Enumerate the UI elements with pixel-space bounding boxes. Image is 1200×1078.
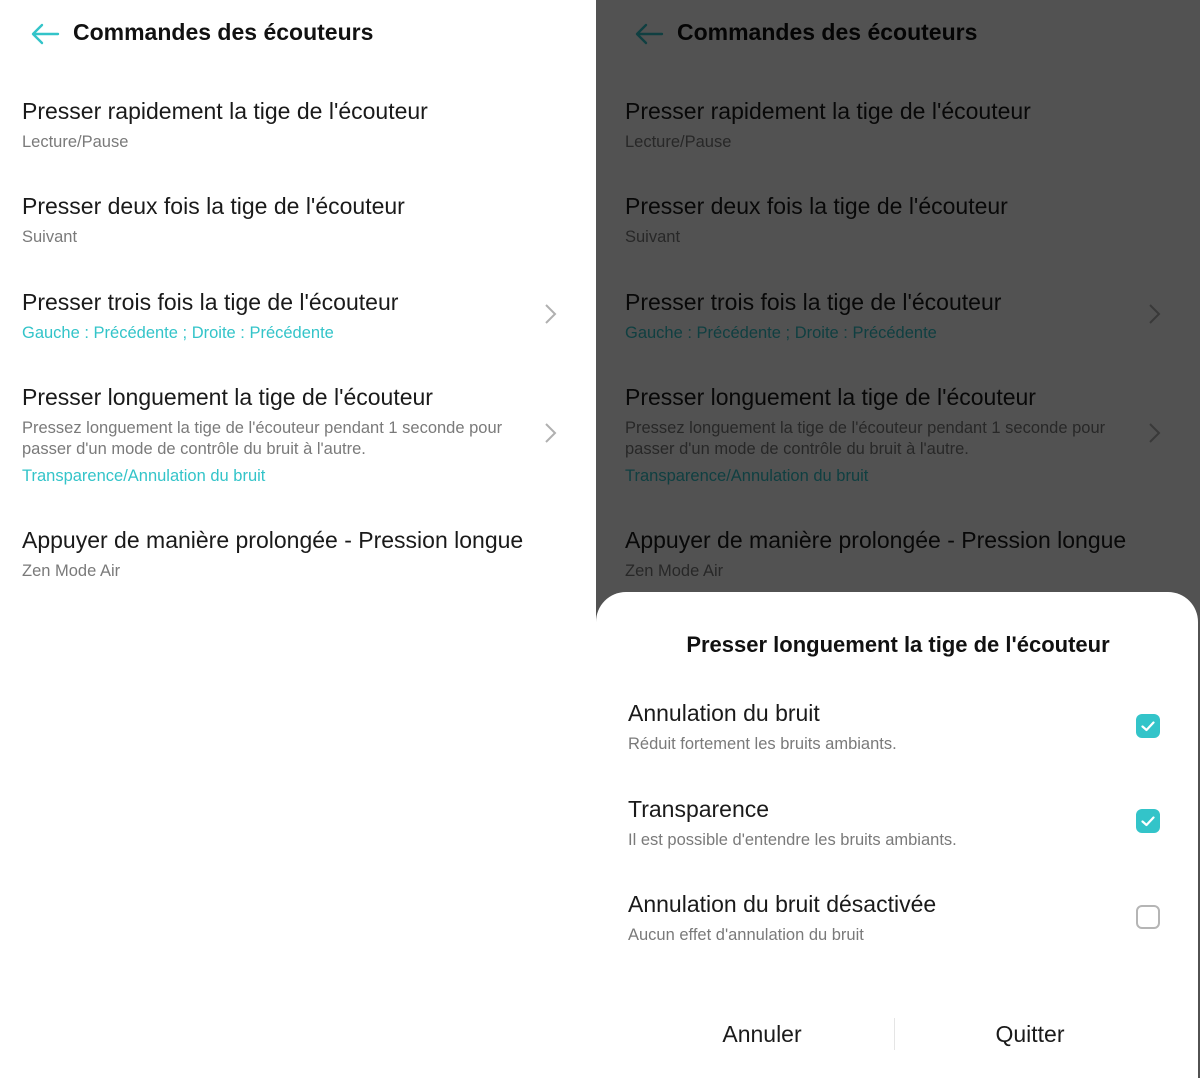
option-description: Il est possible d'entendre les bruits ambiants. xyxy=(628,831,957,849)
option-noise-cancelling-off[interactable] xyxy=(628,889,1160,946)
check-icon xyxy=(1136,714,1160,738)
option-noise-cancelling[interactable] xyxy=(628,698,1160,755)
checkbox-unchecked[interactable] xyxy=(1136,905,1160,929)
chevron-right-icon xyxy=(544,303,558,325)
quit-button[interactable]: Quitter xyxy=(995,1021,1065,1047)
chevron-right-icon xyxy=(544,422,558,444)
setting-title: Appuyer de manière prolongée - Pression longue xyxy=(22,527,524,553)
option-transparency[interactable] xyxy=(628,794,1160,851)
option-description: Réduit fortement les bruits ambiants. xyxy=(628,735,897,753)
cancel-button[interactable]: Annuler xyxy=(722,1021,802,1047)
setting-title: Presser deux fois la tige de l'écouteur xyxy=(22,193,405,219)
left-screen xyxy=(0,0,596,1078)
setting-value: Transparence/Annulation du bruit xyxy=(22,467,266,485)
setting-title: Presser longuement la tige de l'écouteur xyxy=(22,384,433,410)
dialog-title: Presser longuement la tige de l'écouteur xyxy=(686,632,1110,657)
setting-value: Zen Mode Air xyxy=(22,562,121,580)
page-title: Commandes des écouteurs xyxy=(73,19,374,45)
setting-title: Presser rapidement la tige de l'écouteur xyxy=(22,98,428,124)
setting-value: Lecture/Pause xyxy=(22,133,129,151)
checkbox-checked[interactable] xyxy=(1136,714,1160,738)
setting-title: Presser trois fois la tige de l'écouteur xyxy=(22,289,399,315)
option-title: Transparence xyxy=(628,796,770,822)
check-icon xyxy=(1136,809,1160,833)
setting-prolonged-press[interactable] xyxy=(0,525,596,582)
setting-double-press[interactable] xyxy=(0,191,596,248)
option-description: Aucun effet d'annulation du bruit xyxy=(628,926,864,944)
setting-triple-press[interactable] xyxy=(0,287,596,344)
setting-description: Pressez longuement la tige de l'écouteur pendant 1 seconde pour passer d'un mode de contrôle du bruit à l'autre. xyxy=(22,419,503,458)
setting-single-press[interactable] xyxy=(0,96,596,153)
checkbox-checked[interactable] xyxy=(1136,809,1160,833)
app-header xyxy=(0,0,596,68)
dialog-buttons xyxy=(596,1012,1198,1056)
option-title: Annulation du bruit xyxy=(628,700,820,726)
setting-value: Suivant xyxy=(22,228,78,246)
right-screen xyxy=(596,0,1200,1078)
arrow-left-icon[interactable] xyxy=(30,22,60,46)
setting-value: Gauche : Précédente ; Droite : Précédente xyxy=(22,324,334,342)
option-title: Annulation du bruit désactivée xyxy=(628,891,937,917)
setting-long-press[interactable] xyxy=(0,382,596,487)
